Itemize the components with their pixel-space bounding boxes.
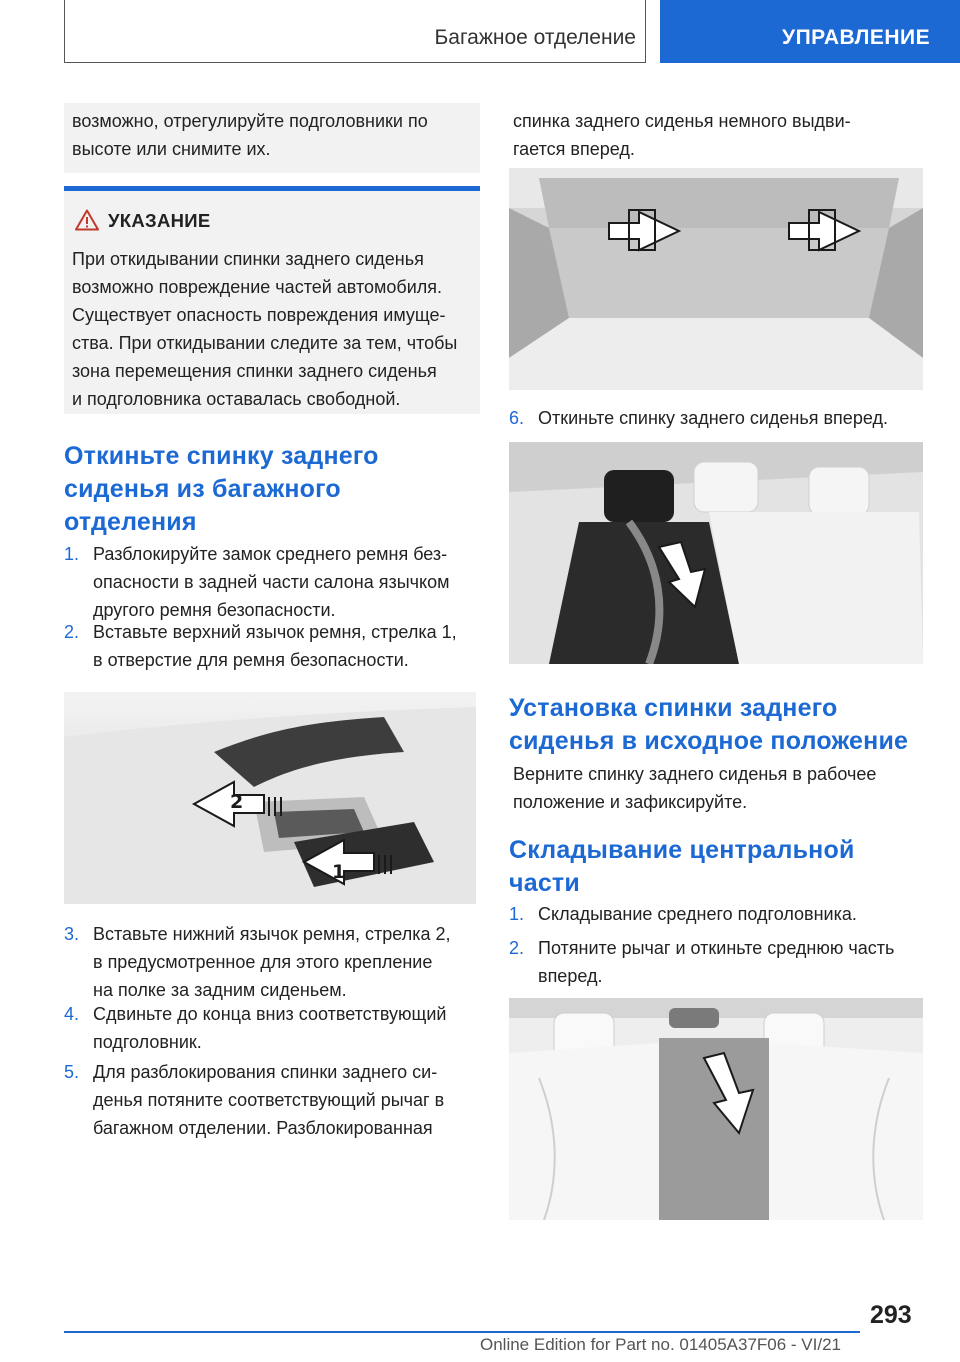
list-item: 5. Для разблокирования спинки заднего си- денья потяните соответствующий рычаг в багажном отделении. Разблокированная bbox=[64, 1062, 445, 1138]
trunk-illustration bbox=[509, 168, 923, 390]
header-chapter-tab[interactable]: УПРАВЛЕНИЕ bbox=[660, 0, 960, 63]
center-part-fold-illustration bbox=[509, 998, 923, 1220]
list-item: 4. Сдвиньте до конца вниз соответствующий подголовник. bbox=[64, 1004, 447, 1052]
edition-note: Online Edition for Part no. 01405A37F06 - VI/21 bbox=[480, 1335, 842, 1354]
seatback-fold-illustration bbox=[509, 442, 923, 664]
section-title-fold-center: Складывание центральной части bbox=[509, 836, 855, 897]
continued-note-text: возможно, отрегулируйте подголовники по высоте или снимите их. bbox=[72, 111, 428, 159]
section-title-reset-seatback: Установка спинки заднего сиденья в исходное положение bbox=[509, 694, 909, 755]
header-section-title: Багажное отделение bbox=[434, 26, 636, 49]
list-item: 6. Откиньте спинку заднего сиденья вперед. bbox=[509, 408, 888, 428]
arrow-label-1: 1 bbox=[332, 861, 346, 883]
footer-divider bbox=[64, 1331, 860, 1333]
belt-tongue-illustration bbox=[64, 692, 476, 904]
list-item: 2. Потяните рычаг и откиньте среднюю часть вперед. bbox=[509, 938, 895, 986]
arrow-label-2: 2 bbox=[230, 791, 244, 813]
warning-text: При откидывании спинки заднего сиденья возможно повреждение частей автомобиля. Существует опасность повреждения имуще- ства. При откидывании следите за тем, чтобы зона перемещения спинки заднего сиденья и подголовника оставалась свободной. bbox=[72, 249, 458, 409]
reset-seatback-text: Верните спинку заднего сиденья в рабочее положение и зафиксируйте. bbox=[513, 764, 877, 812]
list-item: 1. Разблокируйте замок среднего ремня без- опасности в задней части салона язычком другого ремня безопасности. bbox=[64, 544, 450, 620]
list-item: 3. Вставьте нижний язычок ремня, стрелка 2, в предусмотренное для этого крепление на полке за задним сиденьем. bbox=[64, 924, 451, 1000]
warning-title: УКАЗАНИЕ bbox=[108, 210, 211, 231]
list-item: 1. Складывание среднего подголовника. bbox=[509, 904, 857, 924]
section-title-fold-from-trunk: Откиньте спинку заднего сиденья из багажного отделения bbox=[64, 442, 379, 536]
warning-triangle-icon bbox=[75, 209, 99, 231]
list-item: 2. Вставьте верхний язычок ремня, стрелка 1, в отверстие для ремня безопасности. bbox=[64, 622, 457, 670]
continued-text-right: спинка заднего сиденья немного выдви- гается вперед. bbox=[513, 111, 851, 159]
page-number: 293 bbox=[870, 1301, 912, 1329]
